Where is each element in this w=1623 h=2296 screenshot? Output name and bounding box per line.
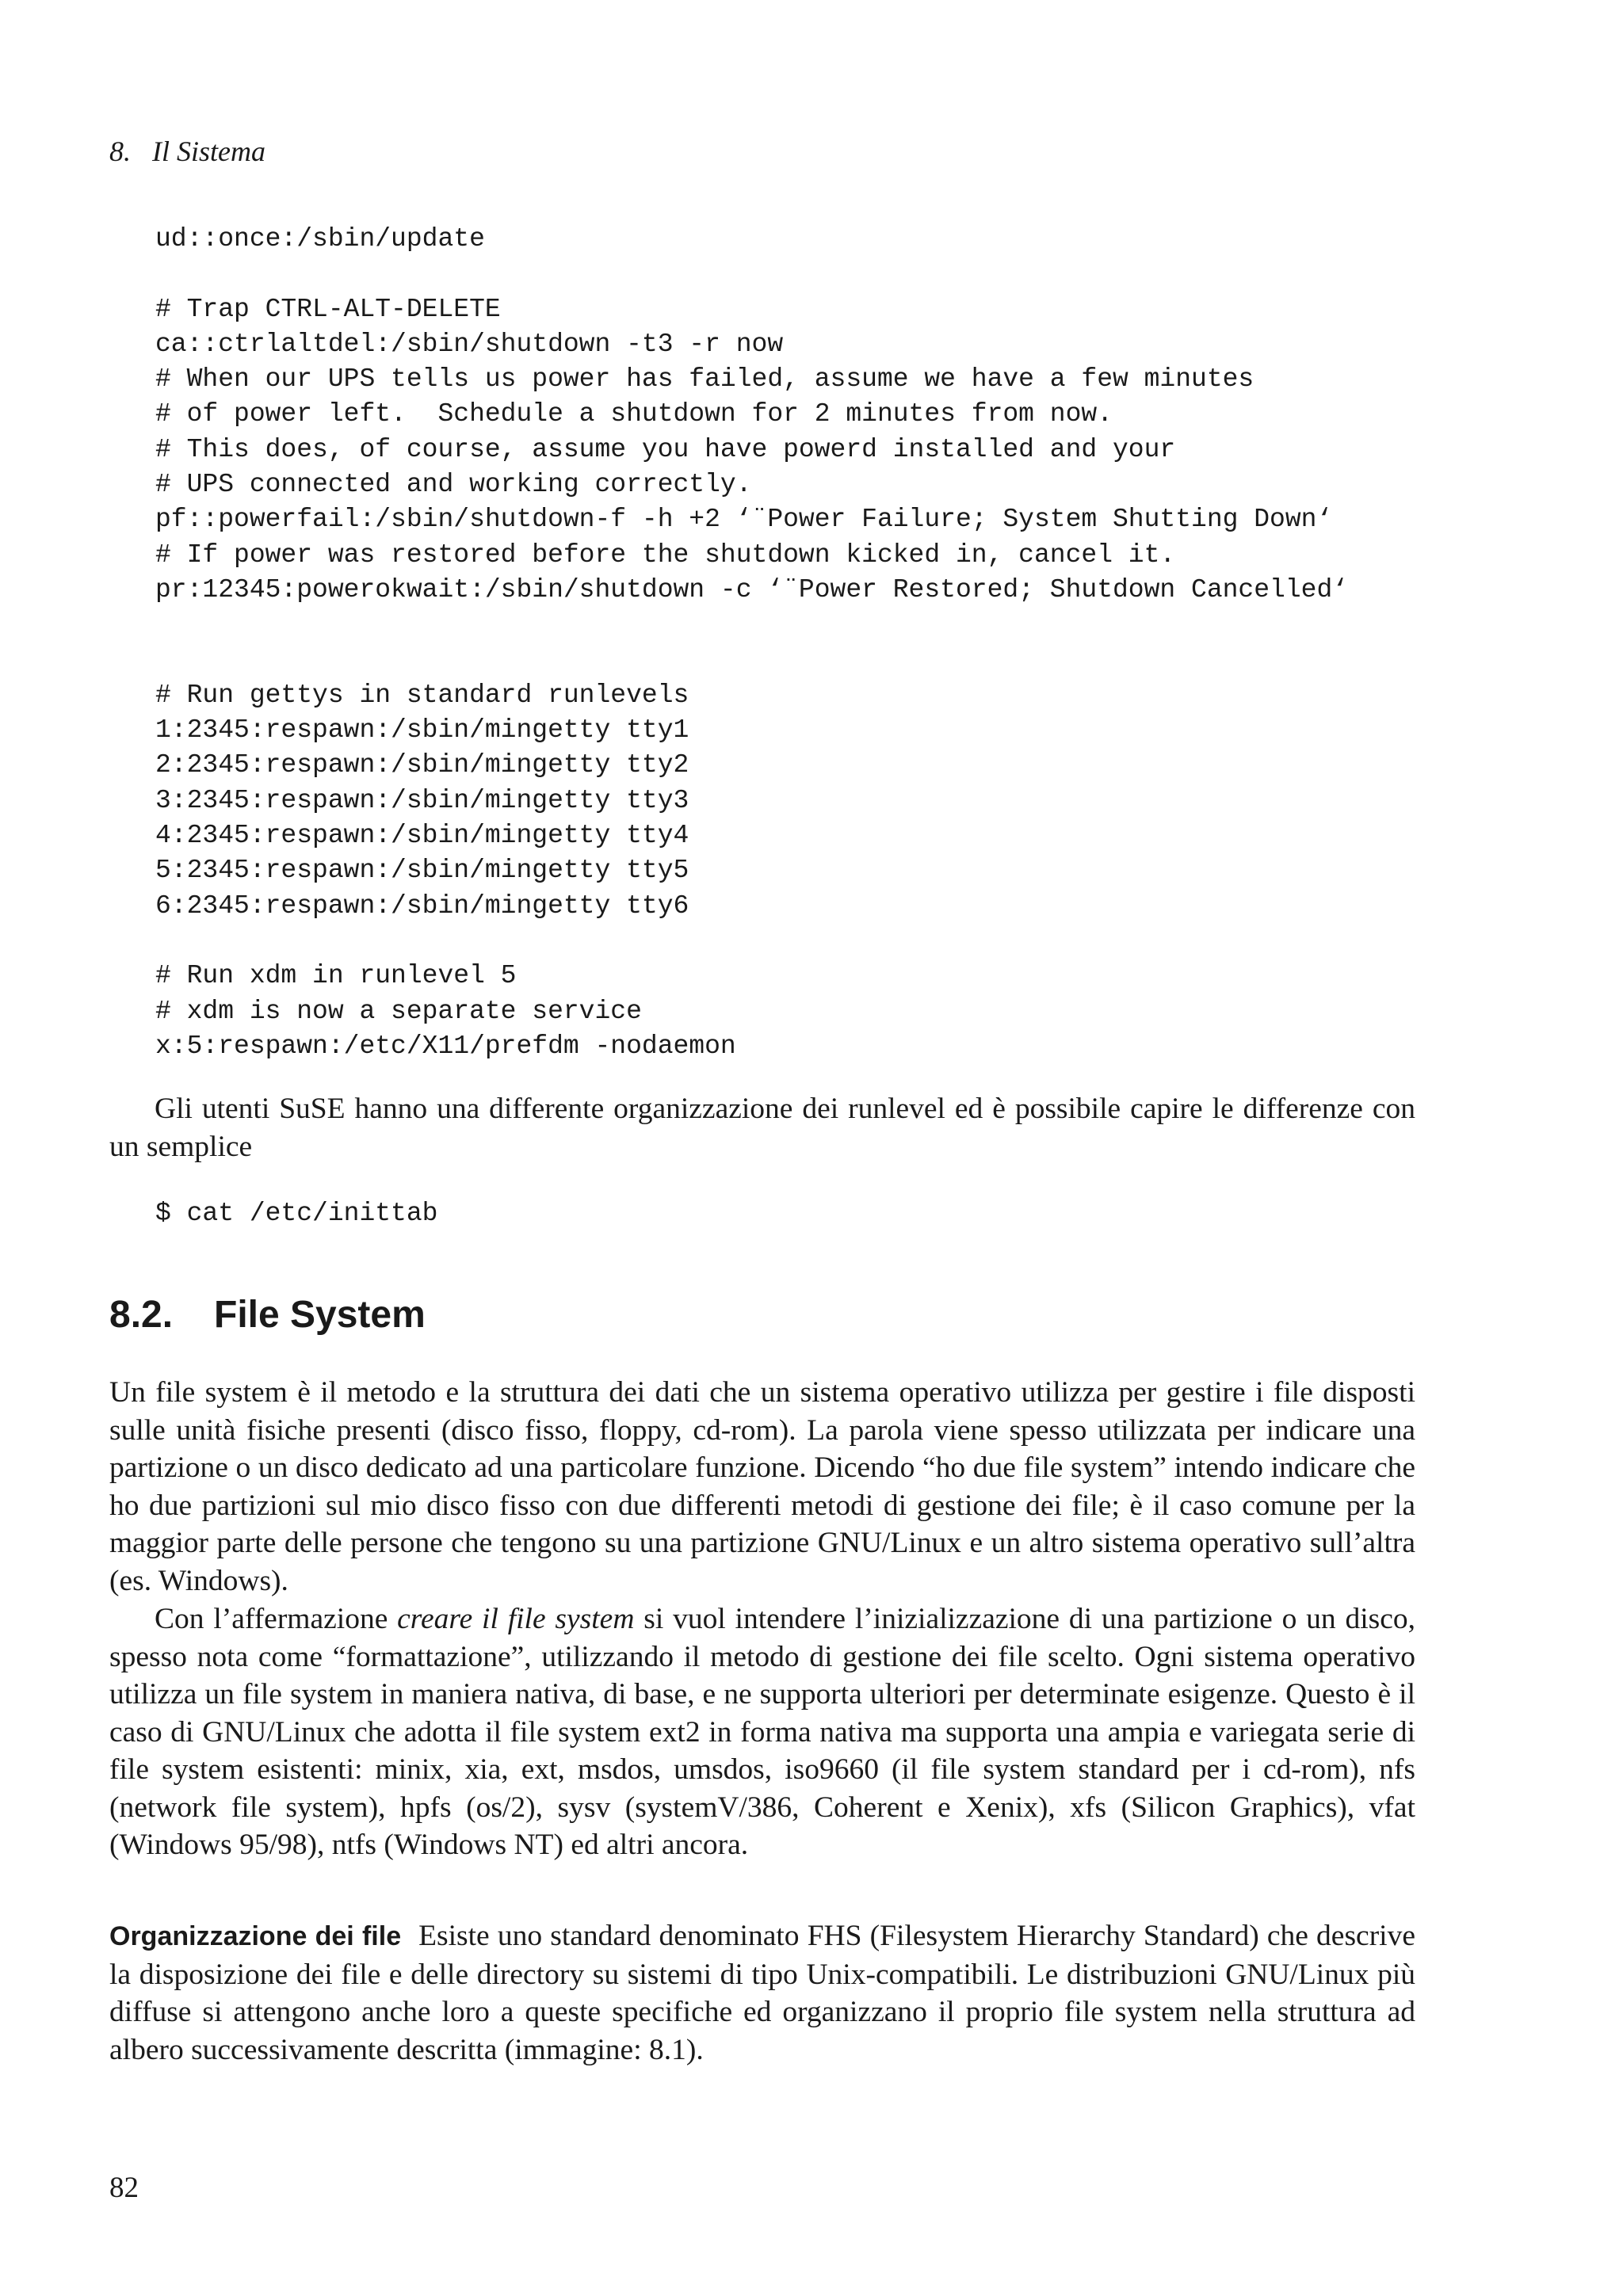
running-header: 8. Il Sistema bbox=[109, 135, 265, 167]
code-line: pr:12345:powerokwait:/sbin/shutdown -c ‘¨Power Restored; Shutdown Cancelled‘ bbox=[155, 574, 1349, 605]
code-line: ud::once:/sbin/update bbox=[155, 224, 485, 254]
code-line bbox=[155, 257, 1348, 292]
code-line: # of power left. Schedule a shutdown for 2 minutes from now. bbox=[155, 399, 1113, 429]
run-in-heading: Organizzazione dei file bbox=[109, 1921, 402, 1951]
file-organization-text: Esiste uno standard denominato FHS (Filesystem Hierarchy Standard) che descrive la disposizione dei file e delle directory su sistemi di tipo Unix-compatibili. Le distribuzioni GNU/Linux più diffuse si attengono anche loro a queste specifiche ed organizzano il proprio file system nella struttura ad albero successivamente descritta (immagine: 8.1). bbox=[109, 1920, 1415, 2066]
page-number: 82 bbox=[109, 2172, 139, 2204]
code-line: 5:2345:respawn:/sbin/mingetty tty5 bbox=[155, 856, 689, 886]
file-system-paragraph-2 bbox=[109, 1600, 1415, 1864]
code-line: 2:2345:respawn:/sbin/mingetty tty2 bbox=[155, 750, 689, 780]
code-line: # When our UPS tells us power has failed, assume we have a few minutes bbox=[155, 364, 1254, 395]
paragraph-text-start: Con l’affermazione bbox=[155, 1603, 398, 1635]
code-line bbox=[155, 608, 1348, 643]
code-line: x:5:respawn:/etc/X11/prefdm -nodaemon bbox=[155, 1031, 736, 1061]
code-line: 6:2345:respawn:/sbin/mingetty tty6 bbox=[155, 891, 689, 921]
code-block-cat bbox=[155, 1196, 437, 1231]
code-line: 1:2345:respawn:/sbin/mingetty tty1 bbox=[155, 715, 689, 746]
code-line bbox=[155, 924, 1348, 959]
code-line: # Run xdm in runlevel 5 bbox=[155, 961, 517, 991]
section-title: File System bbox=[214, 1294, 426, 1336]
code-line: 3:2345:respawn:/sbin/mingetty tty3 bbox=[155, 785, 689, 815]
file-system-paragraph-1: Un file system è il metodo e la struttura dei dati che un sistema operativo utilizza per gestire i file disposti sulle unità fisiche presenti (disco fisso, floppy, cd-rom). La parola viene spesso utilizzata per indicare una partizione o un disco dedicato ad una particolare funzione. Dicendo “ho due file system” intendo indicare che ho due partizioni sul mio disco fisso con due differenti metodi di gestione dei file; è il caso comune per la maggior parte delle persone che tengono su una partizione GNU/Linux e un altro sistema operativo sull’altra (es. Windows). bbox=[109, 1376, 1415, 1597]
code-line: pf::powerfail:/sbin/shutdown-f -h +2 ‘¨Power Failure; System Shutting Down‘ bbox=[155, 505, 1333, 535]
suse-paragraph: Gli utenti SuSE hanno una differente organizzazione dei runlevel ed è possibile capire le differenze con un semplice bbox=[109, 1093, 1415, 1163]
code-line bbox=[155, 643, 1348, 678]
paragraph-text-rest: si vuol intendere l’inizializzazione di una partizione o un disco, spesso nota come “formattazione”, utilizzando il metodo di gestione dei file scelto. Ogni sistema operativo utilizza un file system in maniera nativa, di base, e ne supporta ulteriori per determinate esigenze. Questo è il caso di GNU/Linux che adotta il file system ext2 in forma nativa ma supporta una ampia e variegata serie di file system esistenti: minix, xia, ext, msdos, umsdos, iso9660 (il file system standard per i cd-rom), nfs (network file system), hpfs (os/2), sysv (systemV/386, Coherent e Xenix), xfs (Silicon Graphics), vfat (Windows 95/98), ntfs (Windows NT) ed altri ancora. bbox=[109, 1603, 1415, 1861]
code-block-inittab bbox=[155, 222, 1348, 1064]
code-line: 4:2345:respawn:/sbin/mingetty tty4 bbox=[155, 821, 689, 851]
section-number: 8.2. bbox=[109, 1294, 174, 1336]
section-heading bbox=[109, 1293, 426, 1337]
file-organization-paragraph bbox=[109, 1917, 1415, 2069]
code-line: # Run gettys in standard runlevels bbox=[155, 680, 689, 710]
code-line: # If power was restored before the shutdown kicked in, cancel it. bbox=[155, 540, 1176, 570]
code-line: # This does, of course, assume you have powerd installed and your bbox=[155, 434, 1176, 464]
code-line: # UPS connected and working correctly. bbox=[155, 470, 752, 500]
code-line: $ cat /etc/inittab bbox=[155, 1199, 438, 1228]
code-line: # Trap CTRL-ALT-DELETE bbox=[155, 294, 501, 324]
code-line: # xdm is now a separate service bbox=[155, 996, 642, 1026]
code-line: ca::ctrlaltdel:/sbin/shutdown -t3 -r now bbox=[155, 329, 784, 359]
emphasis-term: creare il file system bbox=[397, 1603, 635, 1635]
